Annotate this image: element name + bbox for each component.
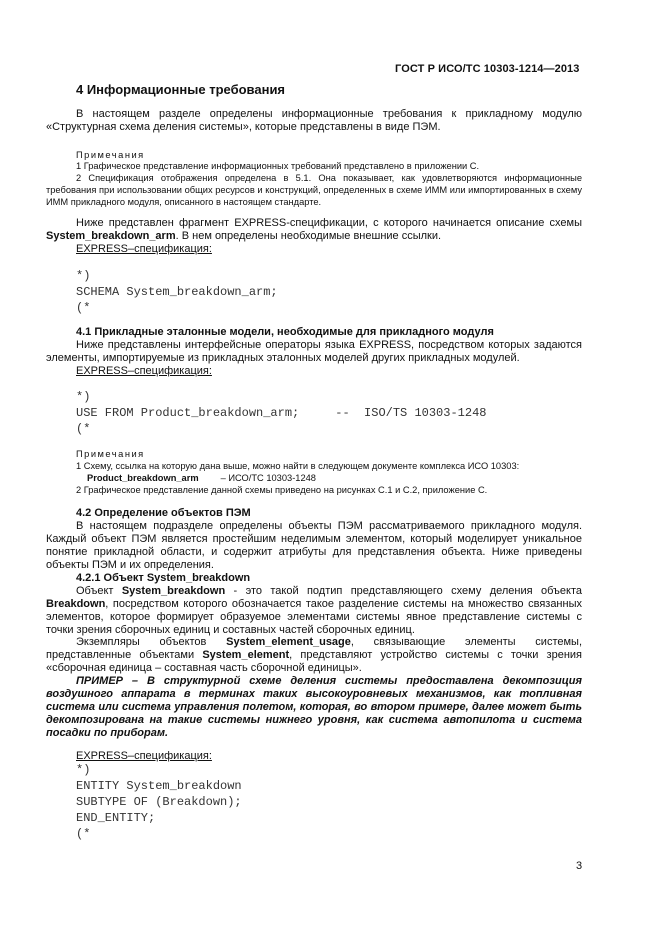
note-4-1-ref: [87, 472, 316, 484]
ref-doc: – ИСО/ТС 10303-1248: [220, 473, 316, 483]
section-4-intro: В настоящем разделе определены информационные требования к прикладному модулю «Структурная схема деления системы», которые представлены в виде ПЭМ.: [46, 108, 582, 133]
express-label-1: EXPRESS–спецификация:: [76, 243, 212, 255]
example-paragraph: ПРИМЕР – В структурной схеме деления системы предоставлена декомпозиция воздушного аппарата в терминах таких высокоуровневых механизмов, как топливная система или система управления полетом, которая, во втором примере, далее может быть декомпозирована на такие системы нижнего уровня, как система автопилота и система посадки по приборам.: [46, 675, 582, 739]
code-block-3: *) ENTITY System_breakdown SUBTYPE OF (Breakdown); END_ENTITY; (*: [76, 763, 242, 841]
p2-text-c: , связывающие элементы системы,: [350, 636, 583, 648]
section-4-1-title: 4.1 Прикладные эталонные модели, необходимые для прикладного модуля: [76, 326, 494, 338]
note-1: 1 Графическое представление информационных требований представлено в приложении С.: [76, 161, 480, 171]
notes-label: Примечания: [76, 150, 145, 160]
fragment-text-a: Ниже представлен фрагмент EXPRESS-спецификации, с которого начинается описание схемы: [76, 217, 582, 229]
document-header: ГОСТ Р ИСО/ТС 10303-1214—2013: [395, 63, 580, 75]
schema-name: System_breakdown_arm: [46, 230, 176, 242]
section-4-2-1-p2: [46, 636, 582, 675]
entity-system-element: System_element: [202, 649, 290, 661]
notes-label-2: Примечания: [76, 449, 145, 459]
note-4-1-2: 2 Графическое представление данной схемы приведено на рисунках С.1 и С.2, приложение С.: [76, 485, 488, 495]
express-label-2: EXPRESS–спецификация:: [76, 365, 212, 377]
p2-text-a: Экземпляры объектов: [76, 636, 207, 648]
code-block-2: *) USE FROM Product_breakdown_arm; -- ISO/TS 10303-1248 (*: [76, 390, 487, 436]
page-number: 3: [576, 860, 583, 872]
p2-text-d: представленные объектами: [46, 649, 195, 661]
section-4-2-title: 4.2 Определение объектов ПЭМ: [76, 507, 251, 519]
section-4-2-1-p1: [46, 585, 582, 637]
fragment-text-b: . В нем определены необходимые внешние ссылки.: [175, 230, 442, 242]
entity-system-breakdown: System_breakdown: [121, 585, 226, 597]
express-label-3: EXPRESS–спецификация:: [76, 750, 212, 762]
section-4-2-text: В настоящем подразделе определены объекты ПЭМ рассматриваемого прикладного модуля. Каждый объект ПЭМ является простейшим неделимым элементом, который моделирует уникальное понятие прикладной области, и содержит атрибуты для представления объекта. Ниже приведены объекты ПЭМ и их определения.: [46, 520, 582, 571]
section-4-2-1-title: 4.2.1 Объект System_breakdown: [76, 572, 251, 584]
note-4-1-1: 1 Схему, ссылка на которую дана выше, можно найти в следующем документе комплекса ИСО 10303:: [76, 461, 520, 471]
entity-breakdown: Breakdown: [46, 598, 106, 610]
p1-text-c: - это такой подтип представляющего схему деления объекта: [233, 585, 582, 597]
note-2: 2 Спецификация отображения определена в 5.1. Она показывает, как удовлетворяются информационные требования при использовании общих ресурсов и конструкций, определенных в схеме ИММ или импортированных в схему ИММ прикладного модуля, описанного в настоящем стандарте.: [46, 173, 582, 207]
express-fragment-text: [46, 217, 582, 243]
ref-schema-name: Product_breakdown_arm: [87, 473, 199, 483]
entity-system-element-usage: System_element_usage: [226, 636, 351, 648]
p1-text-a: Объект: [76, 585, 114, 597]
p1-text-d: , посредством которого обозначается такое разделение системы на множество связанных элементов, которое формирует образуемое элементами системы явное представление системы с точки зрения сборочных единиц и составных частей сборочных единиц.: [46, 598, 582, 636]
p2-text-e: , представляют устройство системы с точки зрения «сборочная единица – составная часть сборочной единицы».: [46, 649, 583, 674]
section-4-title: 4 Информационные требования: [76, 82, 286, 97]
code-block-1: *) SCHEMA System_breakdown_arm; (*: [76, 269, 278, 315]
section-4-1-text: Ниже представлены интерфейсные операторы языка EXPRESS, посредством которых задаются элементы, импортируемые из прикладных эталонных моделей других прикладных модулей.: [46, 339, 582, 364]
